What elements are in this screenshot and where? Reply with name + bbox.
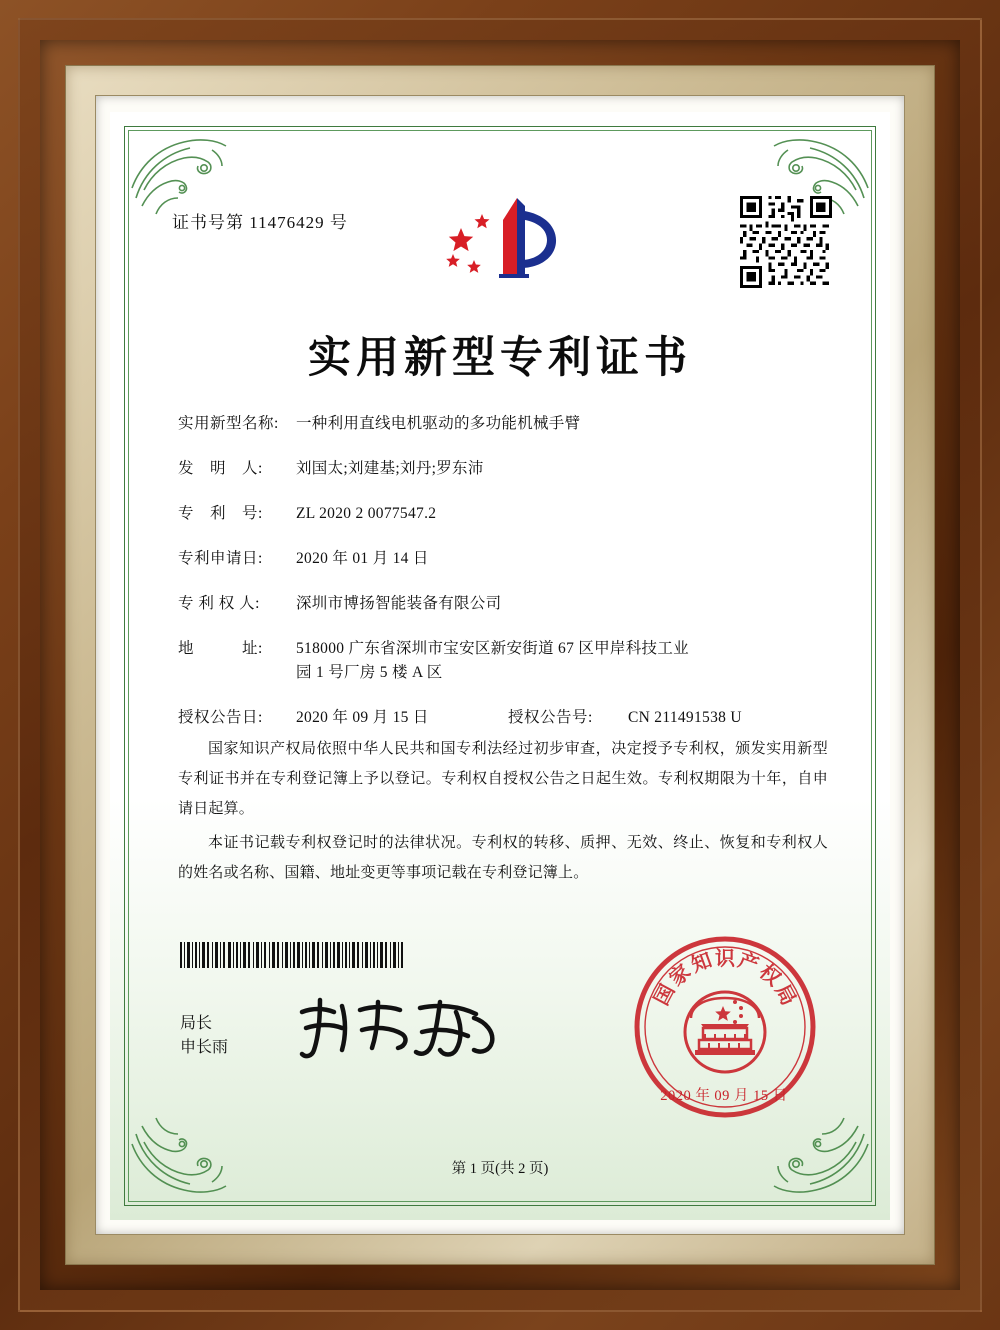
- certificate-number: 证书号第 11476429 号: [172, 213, 348, 232]
- cnipa-logo-icon: [425, 190, 575, 290]
- field-row-patentee: [178, 592, 826, 616]
- signature-name: 申长雨: [180, 1039, 229, 1056]
- seal-date: 2020 年 09 月 15 日: [660, 1088, 788, 1104]
- field-value: 刘国太;刘建基;刘丹;罗东沛: [296, 460, 484, 478]
- svg-text:知: 知: [687, 947, 715, 977]
- field-value: ZL 2020 2 0077547.2: [296, 505, 437, 523]
- field-label: 专 利 权 人:: [178, 595, 260, 613]
- page-footer: 第 1 页(共 2 页): [451, 1161, 549, 1177]
- field-row-inventors: [178, 457, 826, 481]
- field-label: 发 明 人:: [178, 460, 263, 478]
- svg-text:家: 家: [664, 959, 696, 991]
- svg-text:权: 权: [754, 959, 786, 991]
- field-value-publication-number: CN 211491538 U: [628, 709, 742, 727]
- svg-text:局: 局: [770, 980, 802, 1010]
- field-value: 深圳市博扬智能装备有限公司: [296, 595, 502, 613]
- svg-text:产: 产: [735, 947, 763, 977]
- page-title: 实用新型专利证书: [308, 333, 692, 383]
- field-value: 518000 广东省深圳市宝安区新安街道 67 区甲岸科技工业: [296, 640, 689, 658]
- svg-text:国: 国: [648, 980, 680, 1010]
- field-row-address: [178, 637, 826, 685]
- signature-role-label: 局长: [180, 1015, 213, 1032]
- patent-field-list: [178, 412, 826, 742]
- field-label: 实用新型名称:: [178, 415, 279, 432]
- field-label-grant-date: 授权公告日:: [178, 709, 263, 727]
- paragraph-registry-statement: 本证书记载专利权登记时的法律状况。专利权的转移、质押、无效、终止、恢复和专利权人的姓名或名称、国籍、地址变更等事项记载在专利登记簿上。: [178, 835, 828, 881]
- field-value-line2: 园 1 号厂房 5 楼 A 区: [296, 664, 443, 682]
- field-row-grant-info: [178, 706, 826, 730]
- field-row-utility-model-name: [178, 412, 826, 436]
- svg-text:识: 识: [715, 946, 735, 970]
- field-value-grant-date: 2020 年 09 月 15 日: [296, 709, 429, 727]
- field-label-publication-number: 授权公告号:: [508, 709, 593, 727]
- field-value: 一种利用直线电机驱动的多功能机械手臂: [296, 415, 581, 432]
- barcode-icon: [180, 942, 405, 968]
- handwritten-signature-icon: [290, 992, 510, 1064]
- certificate-page: [110, 112, 890, 1220]
- field-row-patent-number: [178, 502, 826, 526]
- field-label: 专 利 号:: [178, 505, 263, 523]
- qr-code-icon: [740, 196, 832, 288]
- legal-paragraphs: [178, 734, 828, 892]
- field-label: 专利申请日:: [178, 550, 263, 568]
- paragraph-grant-statement: 国家知识产权局依照中华人民共和国专利法经过初步审查，决定授予专利权，颁发实用新型专利证书并在专利登记簿上予以登记。专利权自授权公告之日起生效。专利权期限为十年，自申请日起算。: [178, 741, 828, 817]
- signature-block: [180, 1012, 228, 1060]
- field-label: 地 址:: [178, 640, 263, 658]
- field-value: 2020 年 01 月 14 日: [296, 550, 429, 568]
- field-row-application-date: [178, 547, 826, 571]
